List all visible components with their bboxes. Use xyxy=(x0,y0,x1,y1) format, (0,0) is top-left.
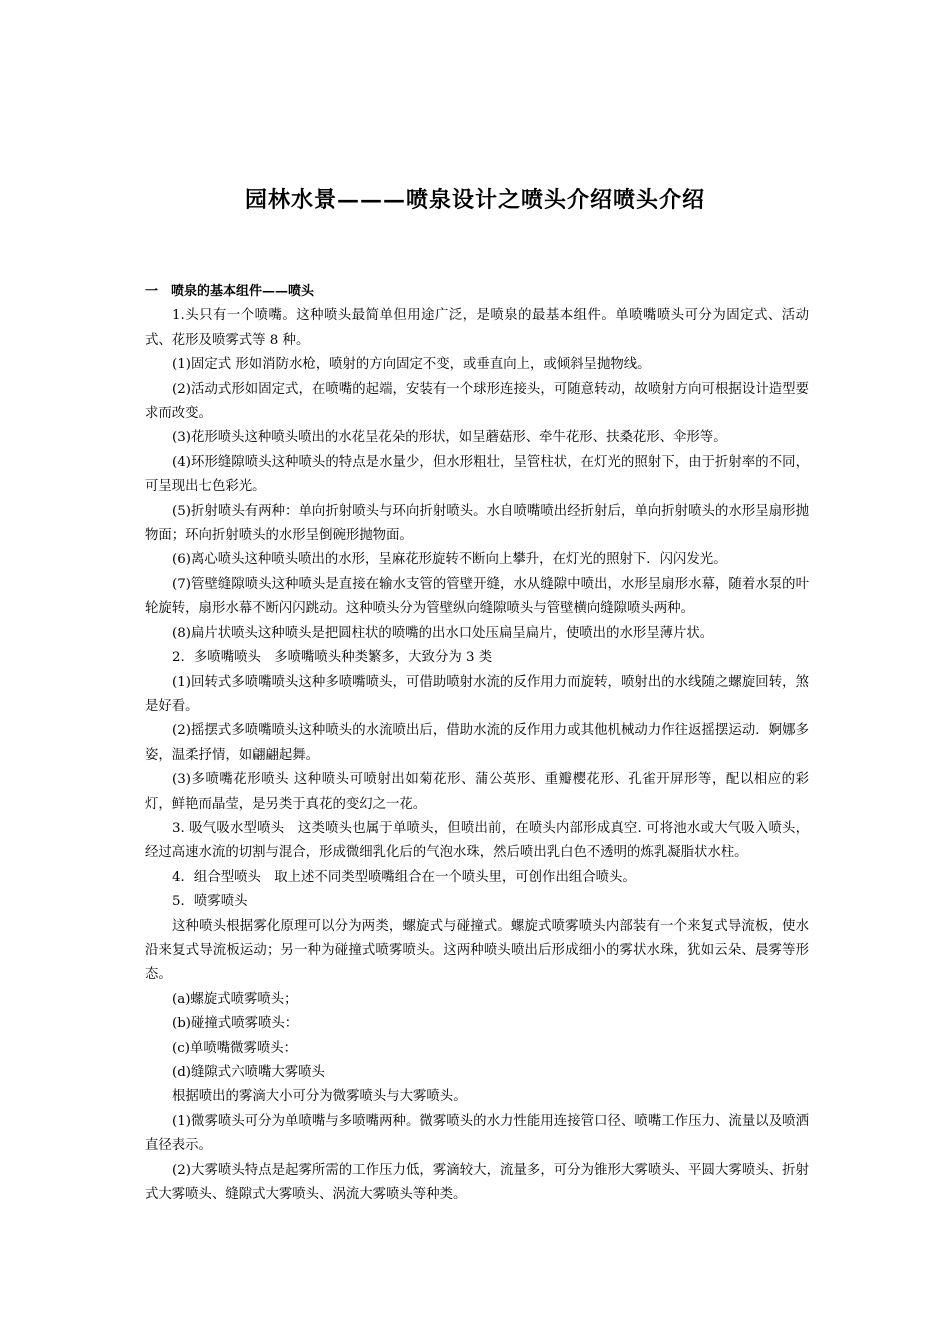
paragraph: 2．多喷嘴喷头 多喷嘴喷头种类繁多，大致分为 3 类 xyxy=(172,650,493,666)
paragraph: (4)环形缝隙喷头这种喷头的特点是水量少，但水形粗壮，呈管柱状，在灯光的照射下，由于折射率的不同，可呈现出七色彩光。 xyxy=(145,454,809,495)
paragraph: (2)活动式形如固定式，在喷嘴的起端，安装有一个球形连接头，可随意转动，故喷射方向可根据设计造型要求而改变。 xyxy=(145,381,809,422)
document-body xyxy=(145,280,809,1207)
paragraph: 根据喷出的雾滴大小可分为微雾喷头与大雾喷头。 xyxy=(172,1089,467,1105)
paragraph: (2)摇摆式多喷嘴喷头这种喷头的水流喷出后，借助水流的反作用力或其他机械动力作往返摇摆运动．婀娜多姿，温柔抒情，如翩翩起舞。 xyxy=(145,723,809,763)
paragraph: (b)碰撞式喷雾喷头： xyxy=(172,1016,299,1032)
section-heading: 一 喷泉的基本组件——喷头 xyxy=(145,284,315,299)
paragraph: 1.头只有一个喷嘴。这种喷头最简单但用途广泛，是喷泉的最基本组件。单喷嘴喷头可分为固定式、活动式、花形及喷雾式等 8 种。 xyxy=(145,308,809,348)
paragraph: (8)扁片状喷头这种喷头是把圆柱状的喷嘴的出水口处压扁呈扁片，使喷出的水形呈薄片状。 xyxy=(172,625,714,641)
paragraph: (3)多喷嘴花形喷头 这种喷头可喷射出如菊花形、蒲公英形、重瓣樱花形、孔雀开屏形等，配以相应的彩灯，鲜艳而晶莹，是另类于真花的变幻之一花。 xyxy=(145,772,809,812)
paragraph: (7)管壁缝隙喷头这种喷头是直接在输水支管的管壁开缝，水从缝隙中喷出，水形呈扇形水幕，随着水泵的叶轮旋转，扇形水幕不断闪闪跳动。这种喷头分为管壁纵向缝隙喷头与管壁横向缝隙喷头两种。 xyxy=(145,576,809,617)
paragraph: 3. 吸气吸水型喷头 这类喷头也属于单喷头，但喷出前，在喷头内部形成真空. 可将池水或大气吸入喷头，经过高速水流的切割与混合，形成微细乳化后的气泡水珠，然后喷出乳白色不透明的炼乳凝脂状水柱。 xyxy=(145,820,809,861)
paragraph: 4．组合型喷头 取上述不同类型喷嘴组合在一个喷头里，可创作出组合喷头。 xyxy=(172,869,636,885)
paragraph: (3)花形喷头这种喷头喷出的水花呈花朵的形状，如呈蘑菇形、牵牛花形、扶桑花形、伞形等。 xyxy=(172,430,727,446)
paragraph: (6)离心喷头这种喷头喷出的水形，呈麻花形旋转不断向上攀升，在灯光的照射下．闪闪发光。 xyxy=(172,552,727,568)
paragraph: (d)缝隙式六喷嘴大雾喷头 xyxy=(172,1065,325,1080)
paragraph: (c)单喷嘴微雾喷头： xyxy=(172,1040,298,1056)
paragraph: (1)回转式多喷嘴喷头这种多喷嘴喷头，可借助喷射水流的反作用力而旋转，喷射出的水线随之螺旋回转，煞是好看。 xyxy=(145,674,809,714)
paragraph: (1)固定式 形如消防水枪，喷射的方向固定不变，或垂直向上，或倾斜呈抛物线。 xyxy=(172,357,651,373)
paragraph: (1)微雾喷头可分为单喷嘴与多喷嘴两种。微雾喷头的水力性能用连接管口径、喷嘴工作压力、流量以及喷洒直径表示。 xyxy=(145,1113,809,1154)
paragraph: (5)折射喷头有两种：单向折射喷头与环向折射喷头。水自喷嘴喷出经折射后，单向折射喷头的水形呈扇形抛物面；环向折射喷头的水形呈倒碗形抛物面。 xyxy=(145,503,809,544)
document-title: 园林水景———喷泉设计之喷头介绍喷头介绍 xyxy=(244,187,705,213)
paragraph: (2)大雾喷头特点是起雾所需的工作压力低，雾滴较大，流量多，可分为锥形大雾喷头、平圆大雾喷头、折射式大雾喷头、缝隙式大雾喷头、涡流大雾喷头等种类。 xyxy=(145,1162,809,1203)
paragraph: 这种喷头根据雾化原理可以分为两类，螺旋式与碰撞式。螺旋式喷雾喷头内部装有一个来复式导流板，使水沿来复式导流板运动；另一种为碰撞式喷雾喷头。这两种喷头喷出后形成细小的雾状水珠，犹如云朵、晨雾等形态。 xyxy=(145,918,809,983)
paragraph: (a)螺旋式喷雾喷头； xyxy=(172,991,298,1007)
paragraph: 5．喷雾喷头 xyxy=(172,894,248,910)
